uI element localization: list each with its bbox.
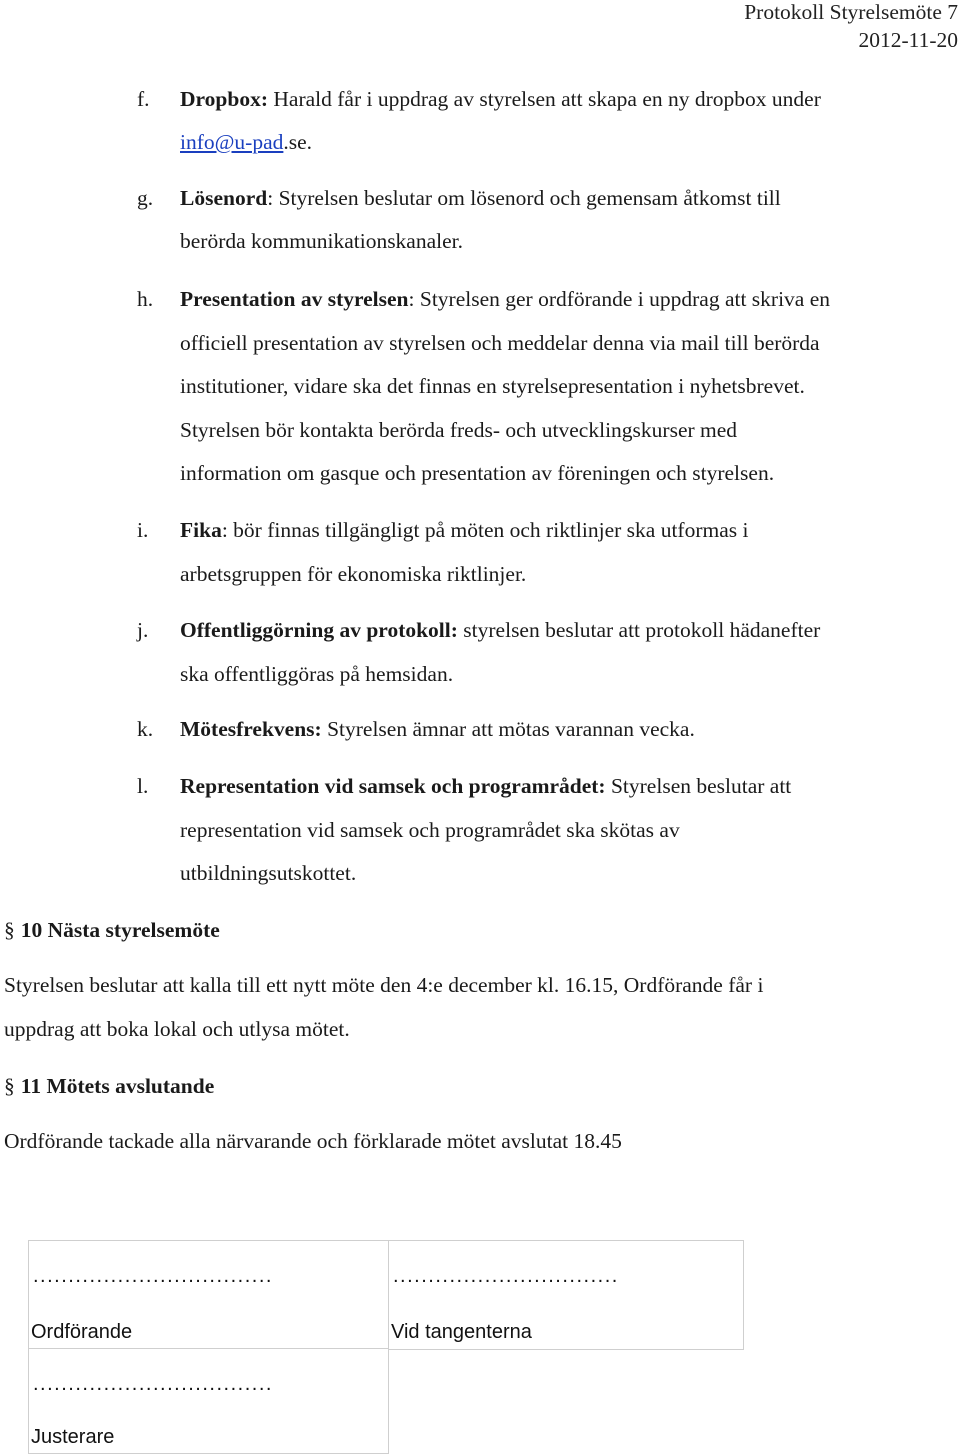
section-sign-icon: § [4,918,15,942]
item-k-heading: Mötesfrekvens: [180,717,322,741]
item-l-line2: representation vid samsek och programrådet ska skötas av [180,818,680,842]
signature-label-chair: Ordförande [31,1321,133,1343]
item-h-line2: officiell presentation av styrelsen och meddelar denna via mail till berörda [180,331,820,355]
signature-line: ................................ [393,1265,619,1287]
signature-chair [28,1240,389,1349]
item-f-line1: Dropbox: Harald får i uppdrag av styrelsen att skapa en ny dropbox under [180,87,821,111]
section-11-line1: Ordförande tackade alla närvarande och förklarade mötet avslutat 18.45 [4,1129,622,1153]
item-h-line5: information om gasque och presentation av föreningen och styrelsen. [180,461,775,485]
email-link[interactable]: info@u-pad [180,130,284,154]
section-sign-icon: § [4,1074,15,1098]
header-title: Protokoll Styrelsemöte 7 [744,0,958,24]
item-i-heading: Fika [180,518,222,542]
signature-line: .................................. [33,1373,273,1395]
item-g-line1: Lösenord: Styrelsen beslutar om lösenord och gemensam åtkomst till [180,186,781,210]
item-k-line1: Mötesfrekvens: Styrelsen ämnar att mötas varannan vecka. [180,717,695,741]
item-g-line2: berörda kommunikationskanaler. [180,229,464,253]
signature-label-adjuster: Justerare [31,1426,115,1448]
section-10-line1: Styrelsen beslutar att kalla till ett nytt möte den 4:e december kl. 16.15, Ordförande får i [4,973,764,997]
signature-line: .................................. [33,1265,273,1287]
item-f-line2: info@u-pad.se. [180,130,313,154]
item-k-marker: k. [137,717,154,741]
item-j-line1: Offentliggörning av protokoll: styrelsen beslutar att protokoll hädanefter [180,618,821,642]
section-10-line2: uppdrag att boka lokal och utlysa mötet. [4,1017,350,1041]
item-h-line4: Styrelsen bör kontakta berörda freds- och utvecklingskurser med [180,418,738,442]
item-j-heading: Offentliggörning av protokoll: [180,618,458,642]
item-i-marker: i. [137,518,149,542]
item-l-line3: utbildningsutskottet. [180,861,357,885]
item-g-heading: Lösenord [180,186,268,210]
item-j-line2: ska offentliggöras på hemsidan. [180,662,454,686]
item-f-heading: Dropbox: [180,87,269,111]
item-h-marker: h. [137,287,154,311]
item-j-marker: j. [137,618,149,642]
signature-adjuster [28,1348,389,1454]
item-l-line1: Representation vid samsek och programrådet: Styrelsen beslutar att [180,774,792,798]
item-h-line3: institutioner, vidare ska det finnas en styrelsepresentation i nyhetsbrevet. [180,374,805,398]
item-l-marker: l. [137,774,149,798]
item-h-line1: Presentation av styrelsen: Styrelsen ger ordförande i uppdrag att skriva en [180,287,831,311]
section-10-heading: § 10 Nästa styrelsemöte [4,918,220,942]
signature-label-keyboard: Vid tangenterna [391,1321,532,1343]
item-g-marker: g. [137,186,154,210]
header-date: 2012-11-20 [858,28,958,52]
section-11-heading: § 11 Mötets avslutande [4,1074,215,1098]
item-h-heading: Presentation av styrelsen [180,287,409,311]
item-i-line1: Fika: bör finnas tillgängligt på möten och riktlinjer ska utformas i [180,518,749,542]
item-f-marker: f. [137,87,150,111]
item-i-line2: arbetsgruppen för ekonomiska riktlinjer. [180,562,527,586]
signature-keyboard [388,1240,744,1350]
item-l-heading: Representation vid samsek och programrådet: [180,774,606,798]
